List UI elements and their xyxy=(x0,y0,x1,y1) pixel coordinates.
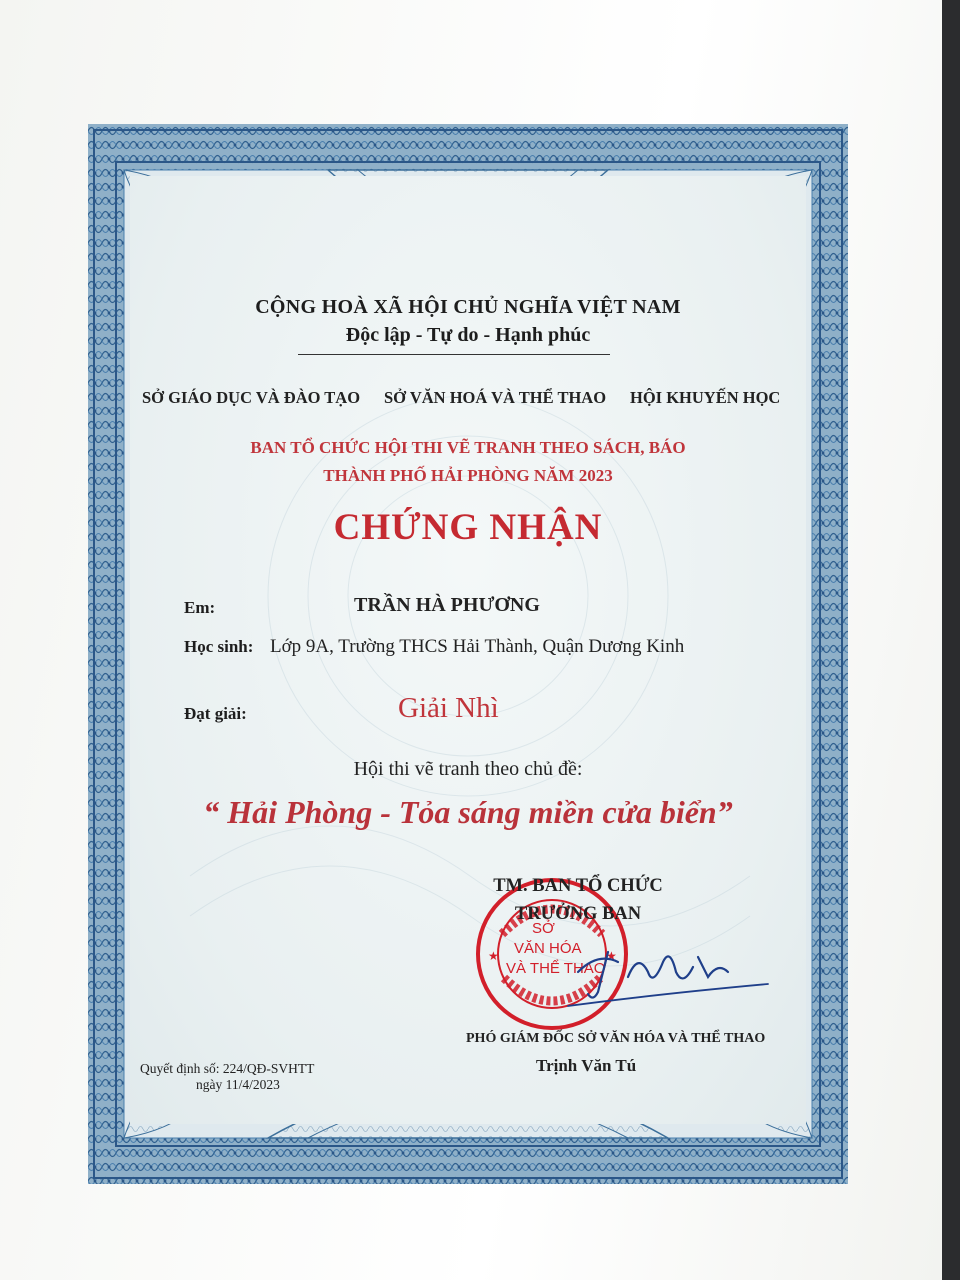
svg-text:★: ★ xyxy=(488,949,499,963)
award-label: Đạt giải: xyxy=(184,704,247,723)
student-label: Học sinh: xyxy=(184,637,254,656)
org-education: SỞ GIÁO DỤC VÀ ĐÀO TẠO xyxy=(142,388,361,407)
signature-role: TRƯỞNG BAN xyxy=(514,904,642,924)
svg-text:★: ★ xyxy=(606,949,617,963)
student-info: Lớp 9A, Trường THCS Hải Thành, Quận Dương Kinh xyxy=(270,636,685,657)
recipient-name: TRẦN HÀ PHƯƠNG xyxy=(354,594,540,616)
stamp-text-3: VÀ THỂ THAO xyxy=(506,960,606,977)
theme-intro: Hội thi vẽ tranh theo chủ đề: xyxy=(353,758,583,780)
signature-org: TM. BAN TỔ CHỨC xyxy=(493,876,663,896)
signer-title: PHÓ GIÁM ĐỐC SỞ VĂN HÓA VÀ THỂ THAO xyxy=(466,1031,766,1046)
certificate xyxy=(88,124,848,1184)
stamp-text-1: SỞ xyxy=(532,920,555,937)
org-study-association: HỘI KHUYẾN HỌC xyxy=(630,388,781,407)
org-culture-sports: SỞ VĂN HOÁ VÀ THỂ THAO xyxy=(384,388,607,407)
national-motto: Độc lập - Tự do - Hạnh phúc xyxy=(345,324,591,346)
decision-number: Quyết định số: 224/QĐ-SVHTT xyxy=(140,1061,315,1076)
motto-underline xyxy=(298,354,610,355)
decision-date: ngày 11/4/2023 xyxy=(196,1077,280,1092)
handwritten-signature xyxy=(558,932,778,1012)
name-label: Em: xyxy=(184,598,216,617)
nation-header: CỘNG HOÀ XÃ HỘI CHỦ NGHĨA VIỆT NAM xyxy=(255,296,681,318)
award-value: Giải Nhì xyxy=(398,692,499,724)
committee-line-1: BAN TỔ CHỨC HỘI THI VẼ TRANH THEO SÁCH, BÁO xyxy=(250,438,686,457)
stamp-text-2: VĂN HÓA xyxy=(514,940,582,957)
signer-name: Trịnh Văn Tú xyxy=(536,1056,637,1075)
certificate-title: CHỨNG NHẬN xyxy=(333,507,603,548)
committee-line-2: THÀNH PHỐ HẢI PHÒNG NĂM 2023 xyxy=(323,466,613,485)
theme-title: “ Hải Phòng - Tỏa sáng miền cửa biển” xyxy=(203,794,733,830)
